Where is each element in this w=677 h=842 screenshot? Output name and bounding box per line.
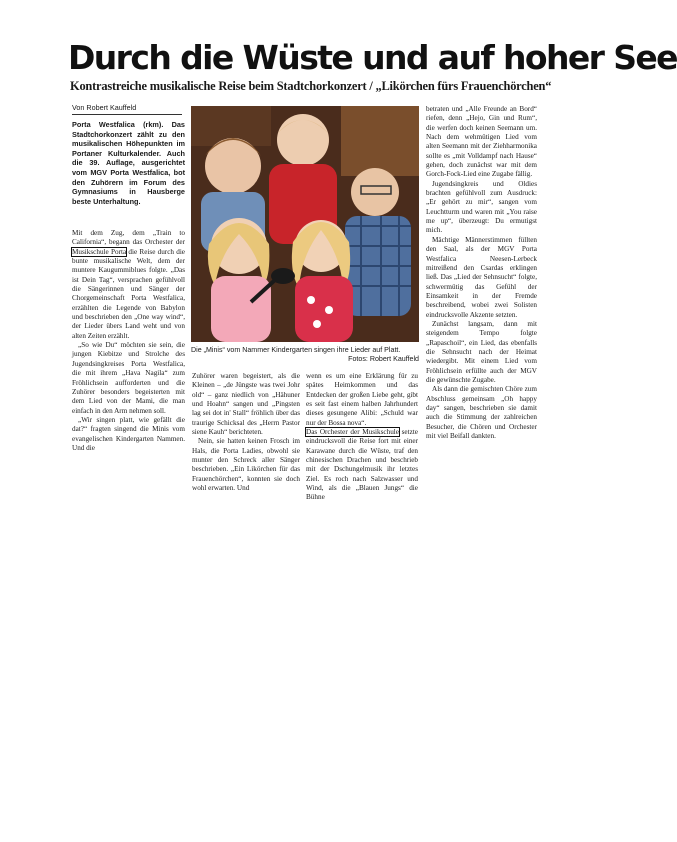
photo-credit: Fotos: Robert Kauffeld [348, 355, 419, 364]
headline: Durch die Wüste und auf hoher See [68, 38, 677, 77]
column-2 [192, 372, 300, 493]
paragraph: wenn es um eine Erklärung für zu spätes Heimkommen und das Entdecken der großen Liebe geht, gibt es seit fast einem halben Jahrhundert dieses gesungene Alibi: „Schuld war nur der Bossa nova“. [306, 372, 418, 427]
article-photo [191, 106, 419, 342]
paragraph: Mächtige Männerstimmen füllten den Saal, als der MGV Porta Westfalica Neesen-Lerbeck mitreißend den Csardas erklingen ließ. Das „Lied der Sehnsucht“ folgte, schwermütig das Gefühl der Einsamkeit in der Fremde beschreibend, wobei zwei Solisten eindrucksvolle Akzente setzten. [426, 235, 537, 319]
paragraph: Als dann die gemischten Chöre zum Abschluss gemeinsam „Oh happy day“ sangen, beschrieben sie damit auch die Stimmung der zahlreichen Besucher, die Chören und Orchester mit viel Beifall dankten. [426, 385, 537, 441]
photo-caption [191, 346, 419, 364]
paragraph [306, 428, 418, 503]
highlighted-phrase: Musikschule Porta [72, 247, 127, 256]
paragraph: „Wir singen platt, wie gefällt die dat?“ fragten singend die Minis vom evangelischen Kindergarten Nammen. Und die [72, 415, 185, 452]
paragraph: Zuhörer waren begeistert, als die Kleinen – „de Jüngste was twei Johr old“ – ganz niedlich von „Hähuner und Hoahn“ sangen und „Pingsten lag sei dot in' Stall“ fröhlich über das traurige Schicksal des „Herrn Pastor siene Kauh“ berichteten. [192, 372, 300, 437]
paragraph: „So wie Du“ möchten sie sein, die jungen Kiebitze und Strolche des Jugendsingkreises Porta Westfalica, die mit ihrem „Hava Nagila“ zum Fröhlichsein aufforderten und die Zuhörer besonders begeisterten mit dem Lied von der Mami, die man einfach in den Arm nehmen soll. [72, 341, 185, 415]
text-run: Mit dem Zug, dem „Train to California“, begann das Orchester der [72, 229, 185, 247]
column-4 [426, 105, 537, 441]
text-run: setzte eindrucksvoll die Reise fort mit einer Karawane durch die Wüste, traf den chinesischen Drachen und beschrieb mit der Dschungelmusik ihr letztes Ziel. Es roch nach Salzwasser und Wind, als die „Blauen Jungs“ die Bühne [306, 428, 418, 502]
paragraph: Zunächst langsam, dann mit steigendem Tempo folgte „Rapaschoil“, ein Lied, das ebenfalls die Sehnsucht nach der Heimat wiedergibt. Mit einem Lied vom Fröhlichsein erfüllte auch der MGV die gewünschte Zugabe. [426, 319, 537, 384]
text-run: die Reise durch die bunte musikalische Welt, dem der muntere Kaugummiblues folgte. „Das ist Dein Tag“, versprachen gefühlvoll die Sängerinnen und Sänger der Chorgemeinschaft Porta Westfalica, erzählten die Legende von Babylon und beschrieben den „One way wind“, der Lieder übers Land weht und von alten Zeiten erzählt. [72, 247, 186, 340]
children-singing-photo [191, 106, 419, 342]
caption-text: Die „Minis“ vom Nammer Kindergarten singen ihre Lieder auf Platt. [191, 346, 401, 354]
paragraph: Jugendsingkreis und Oldies brachten gefühlvoll zum Ausdruck: „Er gehört zu mir“, sangen vom Leuchtturm und waren mit „You raise me up“, überzeugt: Du ermutigst mich. [426, 179, 537, 235]
highlighted-phrase: Das Orchester der Musikschule [306, 428, 399, 437]
paragraph [72, 229, 185, 341]
paragraph: betraten und „Alle Freunde an Bord“ riefen, denn „Hejo, Gin und Rum“, die werfen doch keinen Seemann um. Nach dem wehmütigen Lied vom alten Seemann mit der Ziehharmonika sollte es „mit Volldampf nach Hause“ gehen, doch zunächst war mit dem Gorch-Fock-Lied eine Zugabe fällig. [426, 105, 537, 179]
lead-paragraph: Porta Westfalica (rkm). Das Stadtchorkonzert zählt zu den musikalischen Höhepunkten im Portaner Kulturkalender. Auch die 39. Auflage, ausgerichtet vom MGV Porta Westfalica, bot den Zuhörern im Forum des Gymnasiums in Hausberge beste Unterhaltung. [72, 120, 185, 206]
column-3 [306, 372, 418, 503]
subheadline: Kontrastreiche musikalische Reise beim Stadtchorkonzert / „Likörchen fürs Frauenchörchen“ [70, 79, 552, 93]
column-1 [72, 229, 185, 453]
byline: Von Robert Kauffeld [72, 103, 182, 115]
paragraph: Nein, sie hatten keinen Frosch im Hals, die Porta Ladies, obwohl sie munter den Schreck aller Sänger beschrieben. „Ein Likörchen für das Frauenchörchen“, konnten sie doch wohl erwarten. Und [192, 437, 300, 493]
